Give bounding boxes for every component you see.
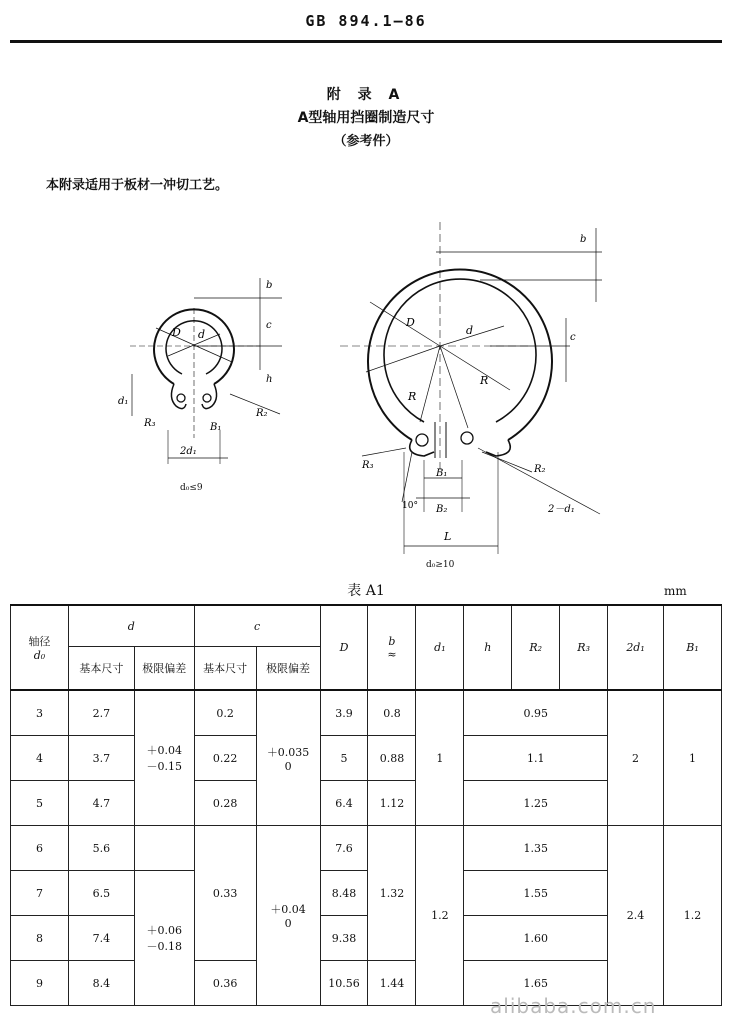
cell-d-tol-empty xyxy=(134,826,194,871)
cell-d-tol-a: ＋0.04 －0.15 xyxy=(134,690,194,826)
header-c-basic: 基本尺寸 xyxy=(194,647,256,691)
cell-d0: 9 xyxy=(11,961,69,1006)
fig-large-label-B1: B₁ xyxy=(436,468,448,479)
cell-h-R2-R3: 1.1 xyxy=(464,736,608,781)
fig-small-label-B1: B₁ xyxy=(210,422,222,433)
cell-d: 7.4 xyxy=(68,916,134,961)
fig-small-label-b: b xyxy=(266,280,273,291)
header-c: c xyxy=(194,605,320,647)
header-2d1: 2d₁ xyxy=(608,605,664,690)
cell-h-R2-R3: 1.65 xyxy=(464,961,608,1006)
header-b: b ≈ xyxy=(368,605,416,690)
figure-small-ring xyxy=(110,258,300,498)
cell-d: 5.6 xyxy=(68,826,134,871)
appendix-note: （参考件） xyxy=(333,134,399,149)
fig-large-label-L: L xyxy=(444,530,452,543)
cell-2d1-b: 2.4 xyxy=(608,826,664,1006)
cell-d: 8.4 xyxy=(68,961,134,1006)
fig-large-label-D: D xyxy=(406,316,415,329)
fig-large-label-R3: R₃ xyxy=(362,460,374,471)
cell-c-merged: 0.33 xyxy=(194,826,256,961)
cell-B1-b: 1.2 xyxy=(664,826,722,1006)
header-h: h xyxy=(464,605,512,690)
header-c-tol: 极限偏差 xyxy=(256,647,320,691)
appendix-label: 附 录 A xyxy=(326,87,406,103)
header-R2: R₂ xyxy=(512,605,560,690)
cell-d-tol-b: ＋0.06 －0.18 xyxy=(134,871,194,1006)
cell-d: 6.5 xyxy=(68,871,134,916)
cell-D: 10.56 xyxy=(320,961,368,1006)
cell-d: 2.7 xyxy=(68,690,134,736)
cell-D: 3.9 xyxy=(320,690,368,736)
fig-large-label-R2: R₂ xyxy=(534,464,546,475)
cell-2d1-a: 2 xyxy=(608,690,664,826)
fig-small-label-c: c xyxy=(266,320,272,331)
cell-D: 5 xyxy=(320,736,368,781)
header-d1: d₁ xyxy=(416,605,464,690)
cell-c-tol-b: ＋0.04 0 xyxy=(256,826,320,1006)
cell-b: 1.12 xyxy=(368,781,416,826)
fig-small-label-D: D xyxy=(172,326,181,339)
fig-large-label-2d1: 2－d₁ xyxy=(548,504,575,515)
cell-D: 6.4 xyxy=(320,781,368,826)
fig-large-label-angle: 10° xyxy=(402,501,418,511)
fig-large-label-R1: R xyxy=(408,390,417,403)
cell-d0: 4 xyxy=(11,736,69,781)
cell-b-merged: 1.32 xyxy=(368,826,416,961)
fig-large-label-d: d xyxy=(466,324,474,337)
cell-d0: 3 xyxy=(11,690,69,736)
cell-h-R2-R3: 1.25 xyxy=(464,781,608,826)
cell-b: 1.44 xyxy=(368,961,416,1006)
cell-h-R2-R3: 1.55 xyxy=(464,871,608,916)
watermark: alibaba.com.cn xyxy=(490,994,657,1018)
header-d-basic: 基本尺寸 xyxy=(68,647,134,691)
header-B1: B₁ xyxy=(664,605,722,690)
cell-c: 0.2 xyxy=(194,690,256,736)
cell-b: 0.88 xyxy=(368,736,416,781)
cell-D: 8.48 xyxy=(320,871,368,916)
dimension-table xyxy=(10,604,722,1006)
table-row xyxy=(11,826,722,871)
fig-small-label-d: d xyxy=(198,328,206,341)
fig-small-label-R2: R₂ xyxy=(256,408,268,419)
header-R3: R₃ xyxy=(560,605,608,690)
cell-c-tol-a: ＋0.035 0 xyxy=(256,690,320,826)
table-row xyxy=(11,690,722,736)
figure-large-ring xyxy=(340,222,610,570)
figure-large-caption: d₀≥10 xyxy=(426,560,455,570)
cell-B1-a: 1 xyxy=(664,690,722,826)
fig-large-label-b: b xyxy=(580,234,587,245)
cell-d1-a: 1 xyxy=(416,690,464,826)
cell-c: 0.28 xyxy=(194,781,256,826)
fig-large-label-R: R xyxy=(480,374,489,387)
table-title: 表 A1 xyxy=(347,583,385,599)
standard-number: GB 894.1—86 xyxy=(305,12,427,30)
cell-d0: 6 xyxy=(11,826,69,871)
fig-small-label-d1: d₁ xyxy=(118,396,129,407)
cell-D: 9.38 xyxy=(320,916,368,961)
fig-small-label-h: h xyxy=(266,374,273,385)
cell-d0: 8 xyxy=(11,916,69,961)
header-d-tol: 极限偏差 xyxy=(134,647,194,691)
cell-d0: 5 xyxy=(11,781,69,826)
figure-small-caption: d₀≤9 xyxy=(180,483,203,493)
fig-large-label-c: c xyxy=(570,332,576,343)
header-shaft: 轴径 d₀ xyxy=(11,605,69,690)
header-rule xyxy=(10,40,722,43)
cell-d1-b: 1.2 xyxy=(416,826,464,1006)
cell-h-R2-R3: 1.35 xyxy=(464,826,608,871)
header-d: d xyxy=(68,605,194,647)
header-D: D xyxy=(320,605,368,690)
fig-large-label-B2: B₂ xyxy=(436,504,448,515)
cell-c: 0.22 xyxy=(194,736,256,781)
cell-d0: 7 xyxy=(11,871,69,916)
cell-h-R2-R3: 1.60 xyxy=(464,916,608,961)
cell-h-R2-R3: 0.95 xyxy=(464,690,608,736)
cell-b: 0.8 xyxy=(368,690,416,736)
table-unit: mm xyxy=(664,584,687,598)
fig-small-label-2d1: 2d₁ xyxy=(180,446,197,457)
appendix-title: A型轴用挡圈制造尺寸 xyxy=(297,110,435,126)
intro-text: 本附录适用于板材一冲切工艺。 xyxy=(46,178,229,193)
cell-d: 4.7 xyxy=(68,781,134,826)
cell-D: 7.6 xyxy=(320,826,368,871)
cell-c: 0.36 xyxy=(194,961,256,1006)
cell-d: 3.7 xyxy=(68,736,134,781)
fig-small-label-R3: R₃ xyxy=(144,418,156,429)
